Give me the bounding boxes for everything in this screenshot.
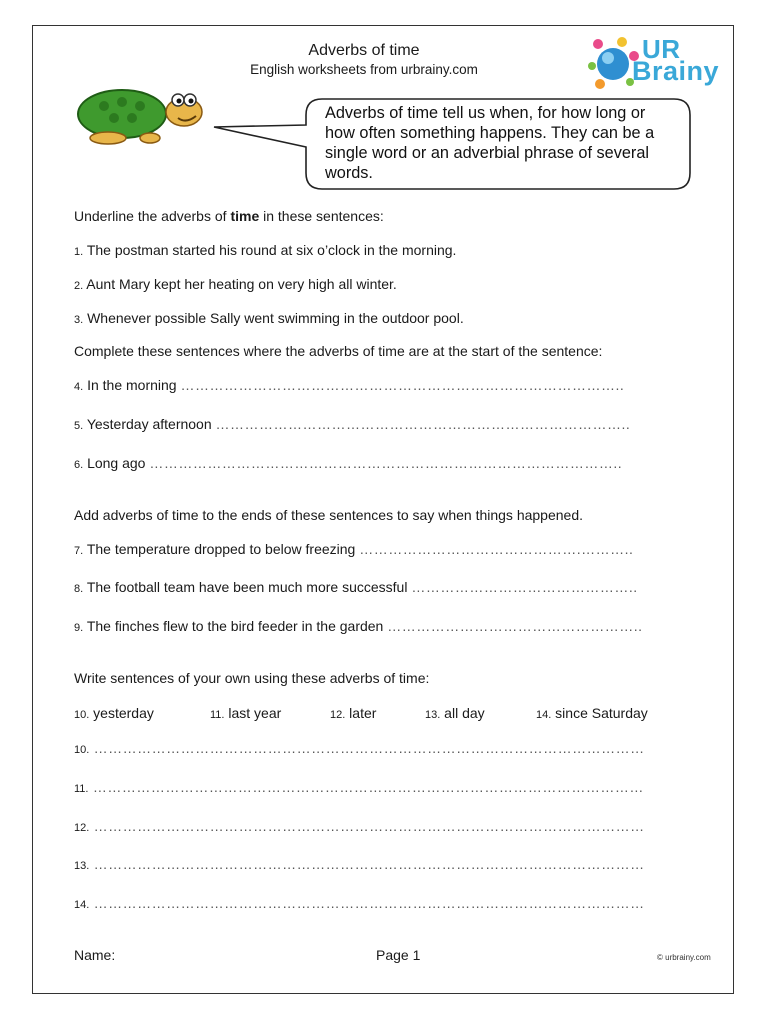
- question-2[interactable]: [74, 276, 397, 292]
- adverb-item-13: [425, 705, 485, 721]
- question-5[interactable]: [74, 416, 630, 432]
- adverb-number: 12.: [330, 709, 346, 721]
- question-text: The temperature dropped to below freezing: [83, 541, 360, 557]
- worksheet-subtitle: English worksheets from urbrainy.com: [250, 62, 478, 77]
- writing-line-12[interactable]: [74, 818, 645, 834]
- writing-line-10[interactable]: [74, 740, 645, 756]
- answer-line[interactable]: ………………………………………………………………………………..: [180, 377, 625, 393]
- urbrainy-logo: [586, 34, 736, 94]
- page-number: Page 1: [376, 947, 421, 963]
- question-number: 1.: [74, 246, 84, 258]
- answer-line[interactable]: ………………………………………..: [411, 579, 638, 595]
- turtle-icon: [74, 84, 214, 148]
- adverb-item-10: [74, 705, 154, 721]
- name-label: Name:: [74, 947, 116, 963]
- answer-line[interactable]: …………………………………………………………………………..: [215, 416, 631, 432]
- worksheet-title: Adverbs of time: [308, 42, 420, 59]
- logo-text-ur: UR: [642, 34, 681, 64]
- answer-line[interactable]: ……………………………………………………………………………………………………: [89, 856, 645, 872]
- question-text: Long ago: [83, 455, 150, 471]
- section1-instruction-bold: time: [230, 208, 260, 224]
- answer-line[interactable]: ……………………………………………………………………………………..: [149, 455, 623, 471]
- question-text: Whenever possible Sally went swimming in the outdoor pool.: [83, 310, 464, 326]
- adverb-number: 10.: [74, 709, 90, 721]
- adverb-number: 11.: [210, 709, 225, 721]
- line-number: 13.: [74, 860, 90, 872]
- question-number: 8.: [74, 583, 84, 595]
- question-number: 5.: [74, 420, 84, 432]
- question-number: 9.: [74, 622, 84, 634]
- adverb-text: last year: [224, 705, 282, 721]
- turtle-illustration: [74, 84, 214, 148]
- answer-line[interactable]: ……………………………………………………………………………………………………: [89, 740, 645, 756]
- question-text: The football team have been much more successful: [83, 579, 412, 595]
- question-7[interactable]: [74, 541, 633, 557]
- question-1[interactable]: [74, 242, 456, 258]
- adverb-text: later: [345, 705, 377, 721]
- adverb-text: since Saturday: [551, 705, 648, 721]
- question-9[interactable]: [74, 618, 643, 634]
- question-number: 4.: [74, 381, 84, 393]
- answer-line[interactable]: ……………………………………………..: [387, 618, 643, 634]
- adverb-item-11: [210, 705, 281, 721]
- question-text: In the morning: [83, 377, 181, 393]
- speech-bubble-text: Adverbs of time tell us when, for how long or how often something happens. They can be a single word or an adverbial phrase of several words.: [325, 104, 655, 182]
- question-8[interactable]: [74, 579, 638, 595]
- question-number: 3.: [74, 314, 84, 326]
- question-text: Aunt Mary kept her heating on very high all winter.: [83, 276, 397, 292]
- section1-instruction: [74, 208, 384, 224]
- answer-line[interactable]: ……………………………………………………………………………………………………: [89, 818, 645, 834]
- line-number: 14.: [74, 899, 90, 911]
- section1-instruction-post: in these sentences:: [259, 208, 384, 224]
- question-6[interactable]: [74, 455, 622, 471]
- question-number: 7.: [74, 545, 84, 557]
- section4-instruction: Write sentences of your own using these adverbs of time:: [74, 670, 430, 686]
- writing-line-13[interactable]: [74, 856, 645, 872]
- line-number: 11.: [74, 783, 89, 795]
- answer-line[interactable]: ……………………………………………………………………………………………………: [88, 779, 644, 795]
- answer-line[interactable]: ……………………………………….………..: [359, 541, 634, 557]
- writing-line-11[interactable]: [74, 779, 644, 795]
- question-text: The finches flew to the bird feeder in the garden: [83, 618, 388, 634]
- adverb-text: all day: [440, 705, 485, 721]
- adverb-text: yesterday: [89, 705, 154, 721]
- question-text: Yesterday afternoon: [83, 416, 216, 432]
- copyright-text: © urbrainy.com: [657, 953, 711, 962]
- question-3[interactable]: [74, 310, 464, 326]
- section3-instruction: Add adverbs of time to the ends of these sentences to say when things happened.: [74, 507, 584, 523]
- question-number: 6.: [74, 459, 84, 471]
- answer-line[interactable]: ……………………………………………………………………………………………………: [89, 895, 645, 911]
- adverb-number: 14.: [536, 709, 552, 721]
- line-number: 10.: [74, 744, 90, 756]
- logo-text-brainy: Brainy: [632, 56, 720, 86]
- section2-instruction: Complete these sentences where the adverbs of time are at the start of the sentence:: [74, 343, 603, 359]
- adverb-number: 13.: [425, 709, 441, 721]
- section1-instruction-pre: Underline the adverbs of: [74, 208, 231, 224]
- question-text: The postman started his round at six o’clock in the morning.: [83, 242, 457, 258]
- adverb-item-14: [536, 705, 648, 721]
- question-number: 2.: [74, 280, 84, 292]
- question-4[interactable]: [74, 377, 624, 393]
- line-number: 12.: [74, 822, 90, 834]
- adverb-item-12: [330, 705, 376, 721]
- writing-line-14[interactable]: [74, 895, 645, 911]
